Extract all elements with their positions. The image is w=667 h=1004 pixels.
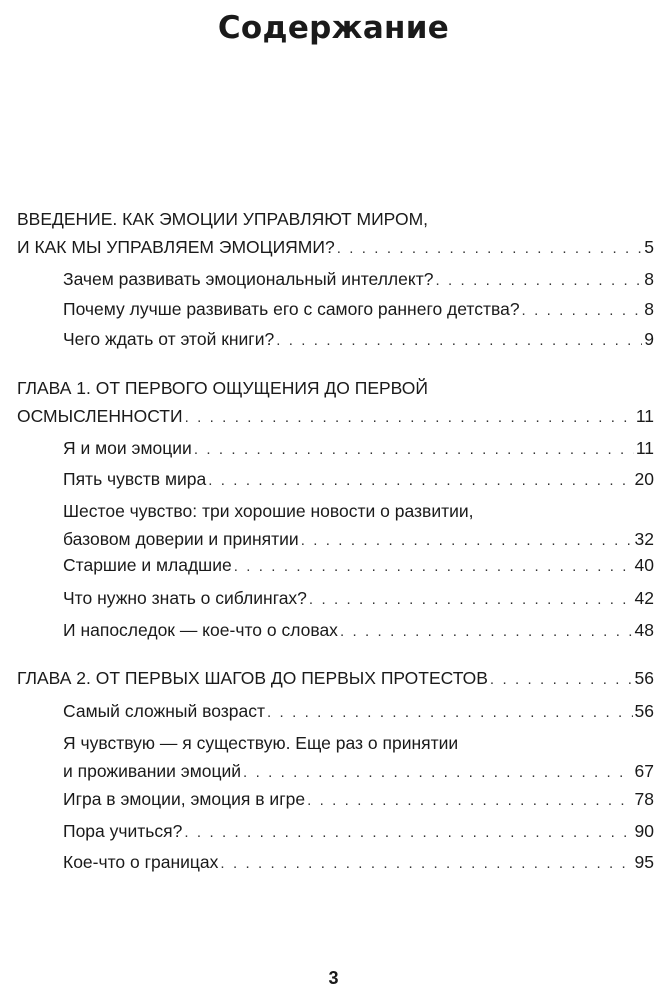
toc-entry-title: Чего ждать от этой книги? <box>63 329 275 349</box>
toc-entry-title: Самый сложный возраст <box>63 701 265 721</box>
toc-page-number: 42 <box>634 588 654 608</box>
toc-entry-title: базовом доверии и принятии <box>63 529 299 549</box>
toc-entry <box>63 817 654 847</box>
dot-leader <box>309 586 633 614</box>
dot-leader <box>185 404 634 432</box>
dot-leader <box>184 819 632 847</box>
dot-leader <box>307 787 632 815</box>
dot-leader <box>243 759 632 787</box>
toc-page-number: 40 <box>634 555 654 575</box>
dot-leader <box>267 699 633 727</box>
toc-page-number: 95 <box>634 852 654 872</box>
toc-entry-title: Зачем развивать эмоциональный интеллект? <box>63 269 434 289</box>
toc-page-number: 9 <box>644 329 654 349</box>
toc-entry-title: Пять чувств мира <box>63 469 207 489</box>
toc-entry <box>63 848 654 878</box>
dot-leader <box>522 297 643 325</box>
toc-entry <box>63 551 654 581</box>
toc-entry <box>63 729 654 787</box>
toc-entry <box>63 434 654 464</box>
toc-entry-chapter-1 <box>17 374 654 432</box>
toc-entry <box>63 616 654 646</box>
dot-leader <box>194 436 634 464</box>
toc-page-number: 5 <box>644 237 654 257</box>
toc-entry-title: Я чувствую — я существую. Еще раз о принятии <box>63 733 459 753</box>
toc-page-number: 78 <box>634 789 654 809</box>
toc-entry <box>63 497 654 555</box>
dot-leader <box>435 267 642 295</box>
dot-leader <box>276 327 642 355</box>
toc-entry-title: Игра в эмоции, эмоция в игре <box>63 789 306 809</box>
dot-leader <box>234 553 633 581</box>
dot-leader <box>337 235 643 263</box>
toc-entry <box>63 295 654 325</box>
toc-entry-title: Пора учиться? <box>63 821 183 841</box>
toc-page-number: 56 <box>634 701 654 721</box>
toc-page-number: 8 <box>644 269 654 289</box>
toc-page-number: 8 <box>644 299 654 319</box>
toc-entry-title: Почему лучше развивать его с самого раннего детства? <box>63 299 520 319</box>
toc-entry-title: Кое-что о границах <box>63 852 219 872</box>
toc-page-number: 32 <box>634 529 654 549</box>
toc-entry <box>63 265 654 295</box>
toc-entry <box>63 584 654 614</box>
dot-leader <box>220 850 632 878</box>
toc-page-number: 48 <box>634 620 654 640</box>
toc-page-number: 11 <box>635 438 654 458</box>
toc-page-number: 20 <box>634 469 654 489</box>
toc-entry-title: и проживании эмоций <box>63 761 242 781</box>
toc-page-number: 67 <box>634 761 654 781</box>
toc-entry-title: И напоследок — кое-что о словах <box>63 620 338 640</box>
toc-page-number: 56 <box>634 668 654 688</box>
toc-entry-introduction <box>17 205 654 263</box>
dot-leader <box>490 666 633 694</box>
toc-entry-title: Шестое чувство: три хорошие новости о развитии, <box>63 501 474 521</box>
toc-page-number: 90 <box>634 821 654 841</box>
toc-entry-title: Что нужно знать о сиблингах? <box>63 588 307 608</box>
dot-leader <box>340 618 633 646</box>
toc-entry-title: Я и мои эмоции <box>63 438 192 458</box>
toc-entry <box>63 325 654 355</box>
page-title: Содержание <box>217 10 450 46</box>
toc-entry <box>63 785 654 815</box>
toc-entry-title: ГЛАВА 1. ОТ ПЕРВОГО ОЩУЩЕНИЯ ДО ПЕРВОЙ <box>17 378 428 398</box>
toc-entry-title: ОСМЫСЛЕННОСТИ <box>17 406 183 426</box>
toc-page-number: 11 <box>635 406 654 426</box>
toc-entry <box>63 697 654 727</box>
toc-entry-title: Старшие и младшие <box>63 555 232 575</box>
toc-entry-chapter-2 <box>17 664 654 694</box>
toc-entry-title: ВВЕДЕНИЕ. КАК ЭМОЦИИ УПРАВЛЯЮТ МИРОМ, <box>17 209 429 229</box>
page-number: 3 <box>328 968 339 988</box>
dot-leader <box>208 467 632 495</box>
toc-entry-title: ГЛАВА 2. ОТ ПЕРВЫХ ШАГОВ ДО ПЕРВЫХ ПРОТЕСТОВ <box>17 668 488 688</box>
toc-entry <box>63 465 654 495</box>
toc-entry-title: И КАК МЫ УПРАВЛЯЕМ ЭМОЦИЯМИ? <box>17 237 335 257</box>
